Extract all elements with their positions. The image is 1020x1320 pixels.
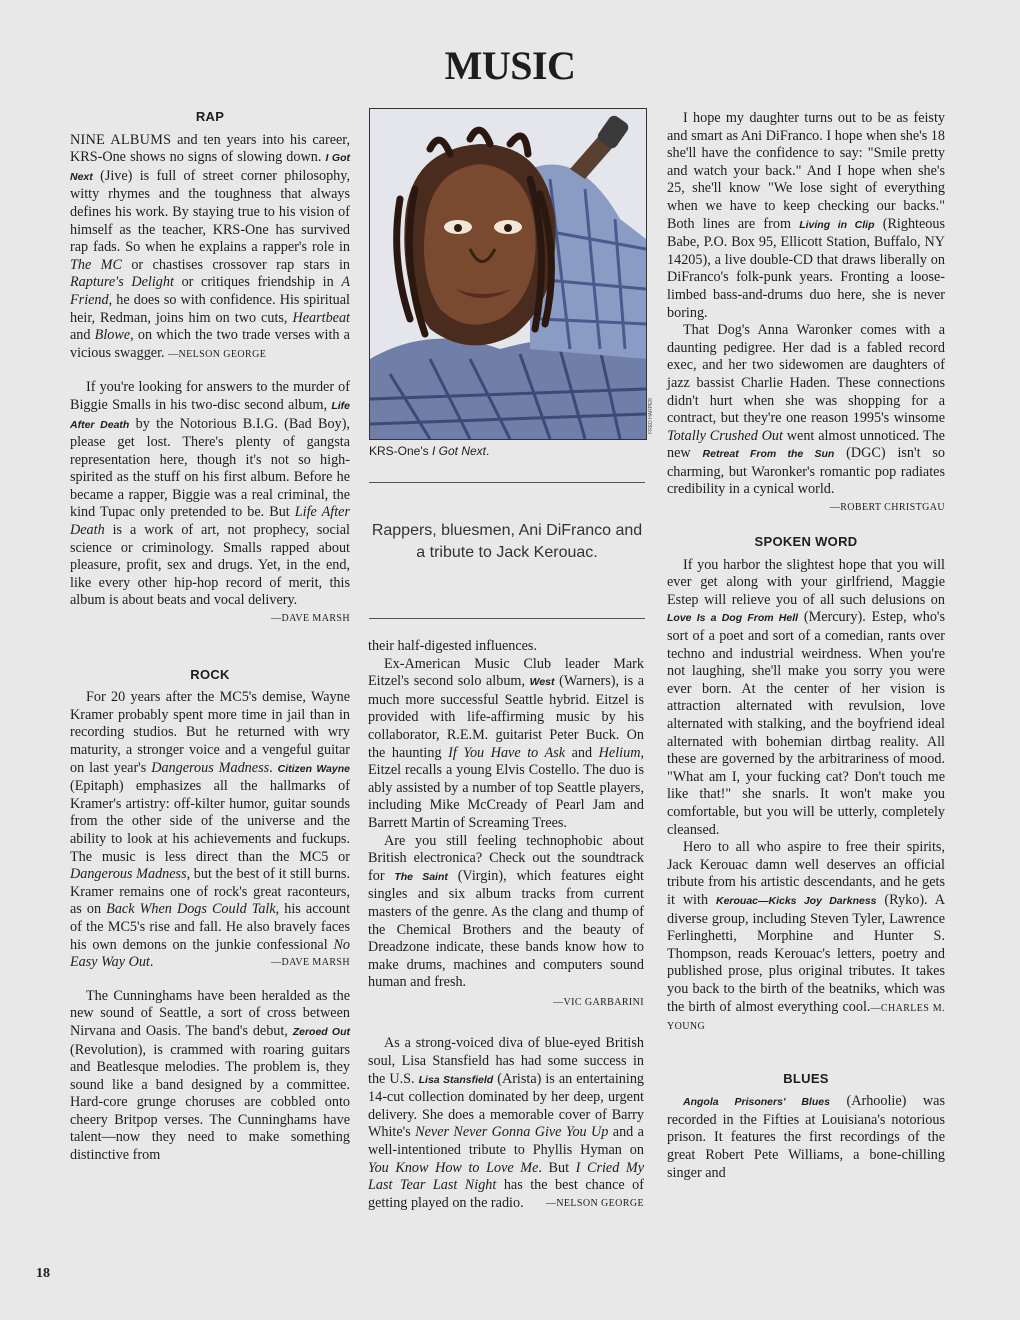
mid-paragraph-4: As a strong-voiced diva of blue-eyed British soul, Lisa Stansfield has had some success in the U.S. Lisa Stansfield (Arista) is an entertaining 14-cut collection dominated by her deep, urgent delivery. She does a memorable cover of Barry White's Never Never Gonna Give You Up and a well-intentioned tribute to Phyllis Hyman on You Know How to Love Me. But I Cried My Last Tear Last Night has the best chance of getting played on the radio. —NELSON GEORGE bbox=[368, 1035, 645, 1211]
mid-paragraph-3: Are you still feeling technophobic about British electronica? Check out the soundtrack for The Saint (Virgin), which features eight singles and six album tracks from current masters of the genre. As the clang and thump of the Chemical Brothers and the beauty of Dreadzone indicate, these bands know how to make drums, machines and computers sound human and fresh. bbox=[368, 832, 644, 991]
album-title: Citizen Wayne bbox=[277, 762, 350, 775]
section-title: MUSIC bbox=[444, 43, 576, 88]
mid-paragraph-2: Ex-American Music Club leader Mark Eitzel's second solo album, West (Warners), is a much more successful Seattle hybrid. Eitzel is provided with life-affirming music by his collaborator, R.E.M. guitarist Peter Buck. On the haunting If You Have to Ask and Helium, Eitzel recalls a young Elvis Costello. The duo is ably assisted by a number of top Seattle players, including Mike McCready of Pearl Jam and Barrett Martin of Screaming Trees. bbox=[368, 655, 644, 831]
album-title: Lisa Stansfield bbox=[418, 1073, 494, 1086]
right-paragraph-1: I hope my daughter turns out to be as feisty and smart as Ani DiFranco. I hope when she's 18 she'll have the confidence to say: "Smile pretty and watch your back." And I hope when she's 25, she'll know "We lose sight of everything when we have to keep checking our backs." Both lines are from Living in Clip (Righteous Babe, P.O. Box 95, Ellicott Station, Buffalo, NY 14205), a live double-CD that draws liberally on DiFranco's folk-punk years. Fronting a loose-limbed bass-and-drums duo here, she is never boring. bbox=[667, 110, 945, 321]
middle-column bbox=[368, 638, 644, 1212]
byline: —ROBERT CHRISTGAU bbox=[829, 502, 945, 514]
album-title: Kerouac—Kicks Joy Darkness bbox=[715, 894, 877, 907]
byline: —DAVE MARSH bbox=[271, 957, 350, 969]
pullquote-rule-bottom bbox=[369, 618, 645, 619]
left-column bbox=[70, 108, 350, 1165]
right-paragraph-4: Hero to all who aspire to free their spirits, Jack Kerouac damn well deserves an official tribute from his artistic descendants, and he gets it with Kerouac—Kicks Joy Darkness (Ryko). A diverse group, including Steven Tyler, Lawrence Ferlinghetti, Morphine and Hunter S. Thompson, reads Kerouac's letters, poetry and published prose, plus original tributes. It takes you back to the birth of the beatniks, which was the birth of almost everything cool.—CHARLES M. YOUNG bbox=[667, 839, 946, 1033]
album-title: Living in Clip bbox=[799, 218, 875, 231]
rock-paragraph-1: For 20 years after the MC5's demise, Wayne Kramer probably spent more time in jail than in recording studios. But he returned with wry maturity, a stronger voice and a vengeful guitar on last year's Dangerous Madness. Citizen Wayne (Epitaph) emphasizes all the hallmarks of Kramer's artistry: off-kilter humor, guitar sounds from the other side of the universe and the ability to look at his achievements and fuckups. The music is less direct than the MC5 or Dangerous Madness, but the best of it still burns. Kramer remains one of rock's great raconteurs, as on Back When Dogs Could Talk, his account of the MC5's rise and fall. He also bravely faces his own demons on the junkie confessional No Easy Way Out. —DAVE MARSH bbox=[70, 689, 351, 971]
album-title: The Saint bbox=[394, 870, 448, 883]
rap-heading: RAP bbox=[195, 109, 225, 124]
right-paragraph-2: That Dog's Anna Waronker comes with a daunting pedigree. Her dad is a fabled record exec, and her two sidewomen are daughters of jazz bassist Charlie Haden. These connections didn't hurt when she was shopping for a contract, but they're one reason 1995's winsome Totally Crushed Out went almost unnoticed. The new Retreat From the Sun (DGC) isn't so charming, but Waronker's romantic pop radiates credibility in a cynical world. —ROBERT CHRISTGAU bbox=[667, 322, 945, 499]
byline: —VIC GARBARINI bbox=[553, 996, 644, 1008]
album-title: West bbox=[529, 676, 555, 689]
blues-heading: BLUES bbox=[783, 1070, 829, 1086]
rock-heading: ROCK bbox=[190, 666, 230, 682]
right-paragraph-5: Angola Prisoners' Blues (Arhoolie) was recorded in the Fifties at Louisiana's notorious prison. It features the first recordings of the great Robert Pete Williams, a bone-chilling singer and bbox=[667, 1093, 945, 1181]
album-title: Love Is a Dog From Hell bbox=[667, 612, 799, 625]
byline: —NELSON GEORGE bbox=[168, 348, 267, 360]
album-title: Angola Prisoners' Blues bbox=[683, 1096, 830, 1109]
rap-paragraph-1: NINE ALBUMS and ten years into his career, KRS-One shows no signs of slowing down. I Got Next (Jive) is full of street corner philosophy, witty rhymes and the toughness that always defines his work. By staying true to his vision of himself as the teacher, KRS-One has survived rap fads. So when he explains a rapper's role in The MC or chastises crossover rap stars in Rapture's Delight or critiques friendship in A Friend, he does so with confidence. His spiritual heir, Redman, joins him on two cuts, Heartbeat and Blowe, on which the two trade verses with a vicious swagger. —NELSON GEORGE bbox=[70, 131, 351, 361]
album-title: I Got Next bbox=[70, 152, 350, 183]
byline: —CHARLES M. YOUNG bbox=[667, 1002, 946, 1033]
pullquote-rule-top bbox=[369, 482, 645, 483]
rap-paragraph-2: If you're looking for answers to the murder of Biggie Smalls in his two-disc second album, Life After Death by the Notorious B.I.G. (Bad Boy), please get lost. There's plenty of gangsta representation here, though it's not so high-spirited as the stuff on his first album. Before he became a rapper, Biggie was a real criminal, the kind Tupac only pretended to be. But Life After Death is a work of art, not prophecy, social science or criminology. Smalls rapped about pleasure, profit, sex and drugs. Yet, in the end, like every other hip-hop record of merit, this album is about beats and vocal delivery. bbox=[70, 379, 350, 609]
page-number: 18 bbox=[36, 1266, 50, 1281]
album-title: Retreat From the Sun bbox=[702, 448, 835, 461]
album-title: Zeroed Out bbox=[292, 1025, 350, 1038]
byline: —DAVE MARSH bbox=[271, 613, 350, 625]
album-title: Life After Death bbox=[70, 399, 350, 431]
krs-one-illustration bbox=[369, 108, 647, 440]
mid-paragraph-1: their half-digested influences. bbox=[368, 638, 538, 654]
illustration-credit: FRED HARPER bbox=[648, 398, 654, 434]
right-paragraph-3: If you harbor the slightest hope that you will ever get along with your girlfriend, Maggie Estep will relieve you of all such delusions on Love Is a Dog From Hell (Mercury). Estep, who's sort of a poet and sort of a comedian, rants over techno and industrial weirdness. When you're not laughing, she'll make you sorry you were ever born. At the center of her vision is attraction alternated with revulsion, love alternated with stalking, and the boyfriend ideal alternated with bohemian dirtbag reality. All these are governed by the arbitrariness of mood. "What am I, your fucking cat? Don't touch me like that!" she snarls. It won't make you comfortable, but you will be utterly, completely cleansed. bbox=[667, 556, 945, 838]
spoken-word-heading: SPOKEN WORD bbox=[754, 534, 858, 550]
right-column bbox=[667, 110, 945, 1182]
rock-paragraph-2: The Cunninghams have been heralded as the new sound of Seattle, a sort of cross between Nirvana and Oasis. The band's debut, Zeroed Out (Revolution), is crammed with roaring guitars and Beatlesque melodies. The problem is, they sound like a band designed by a committee. Hard-core grunge choruses are cobbled onto cheery Britpop verses. The Cunninghams have talent—now they need to make something distinctive from bbox=[70, 987, 350, 1164]
illustration-caption: KRS-One's I Got Next. bbox=[369, 444, 490, 458]
byline: —NELSON GEORGE bbox=[545, 1197, 644, 1209]
pullquote: Rappers, bluesmen, Ani DiFranco and a tribute to Jack Kerouac. bbox=[371, 522, 643, 561]
portrait-image bbox=[370, 109, 646, 439]
